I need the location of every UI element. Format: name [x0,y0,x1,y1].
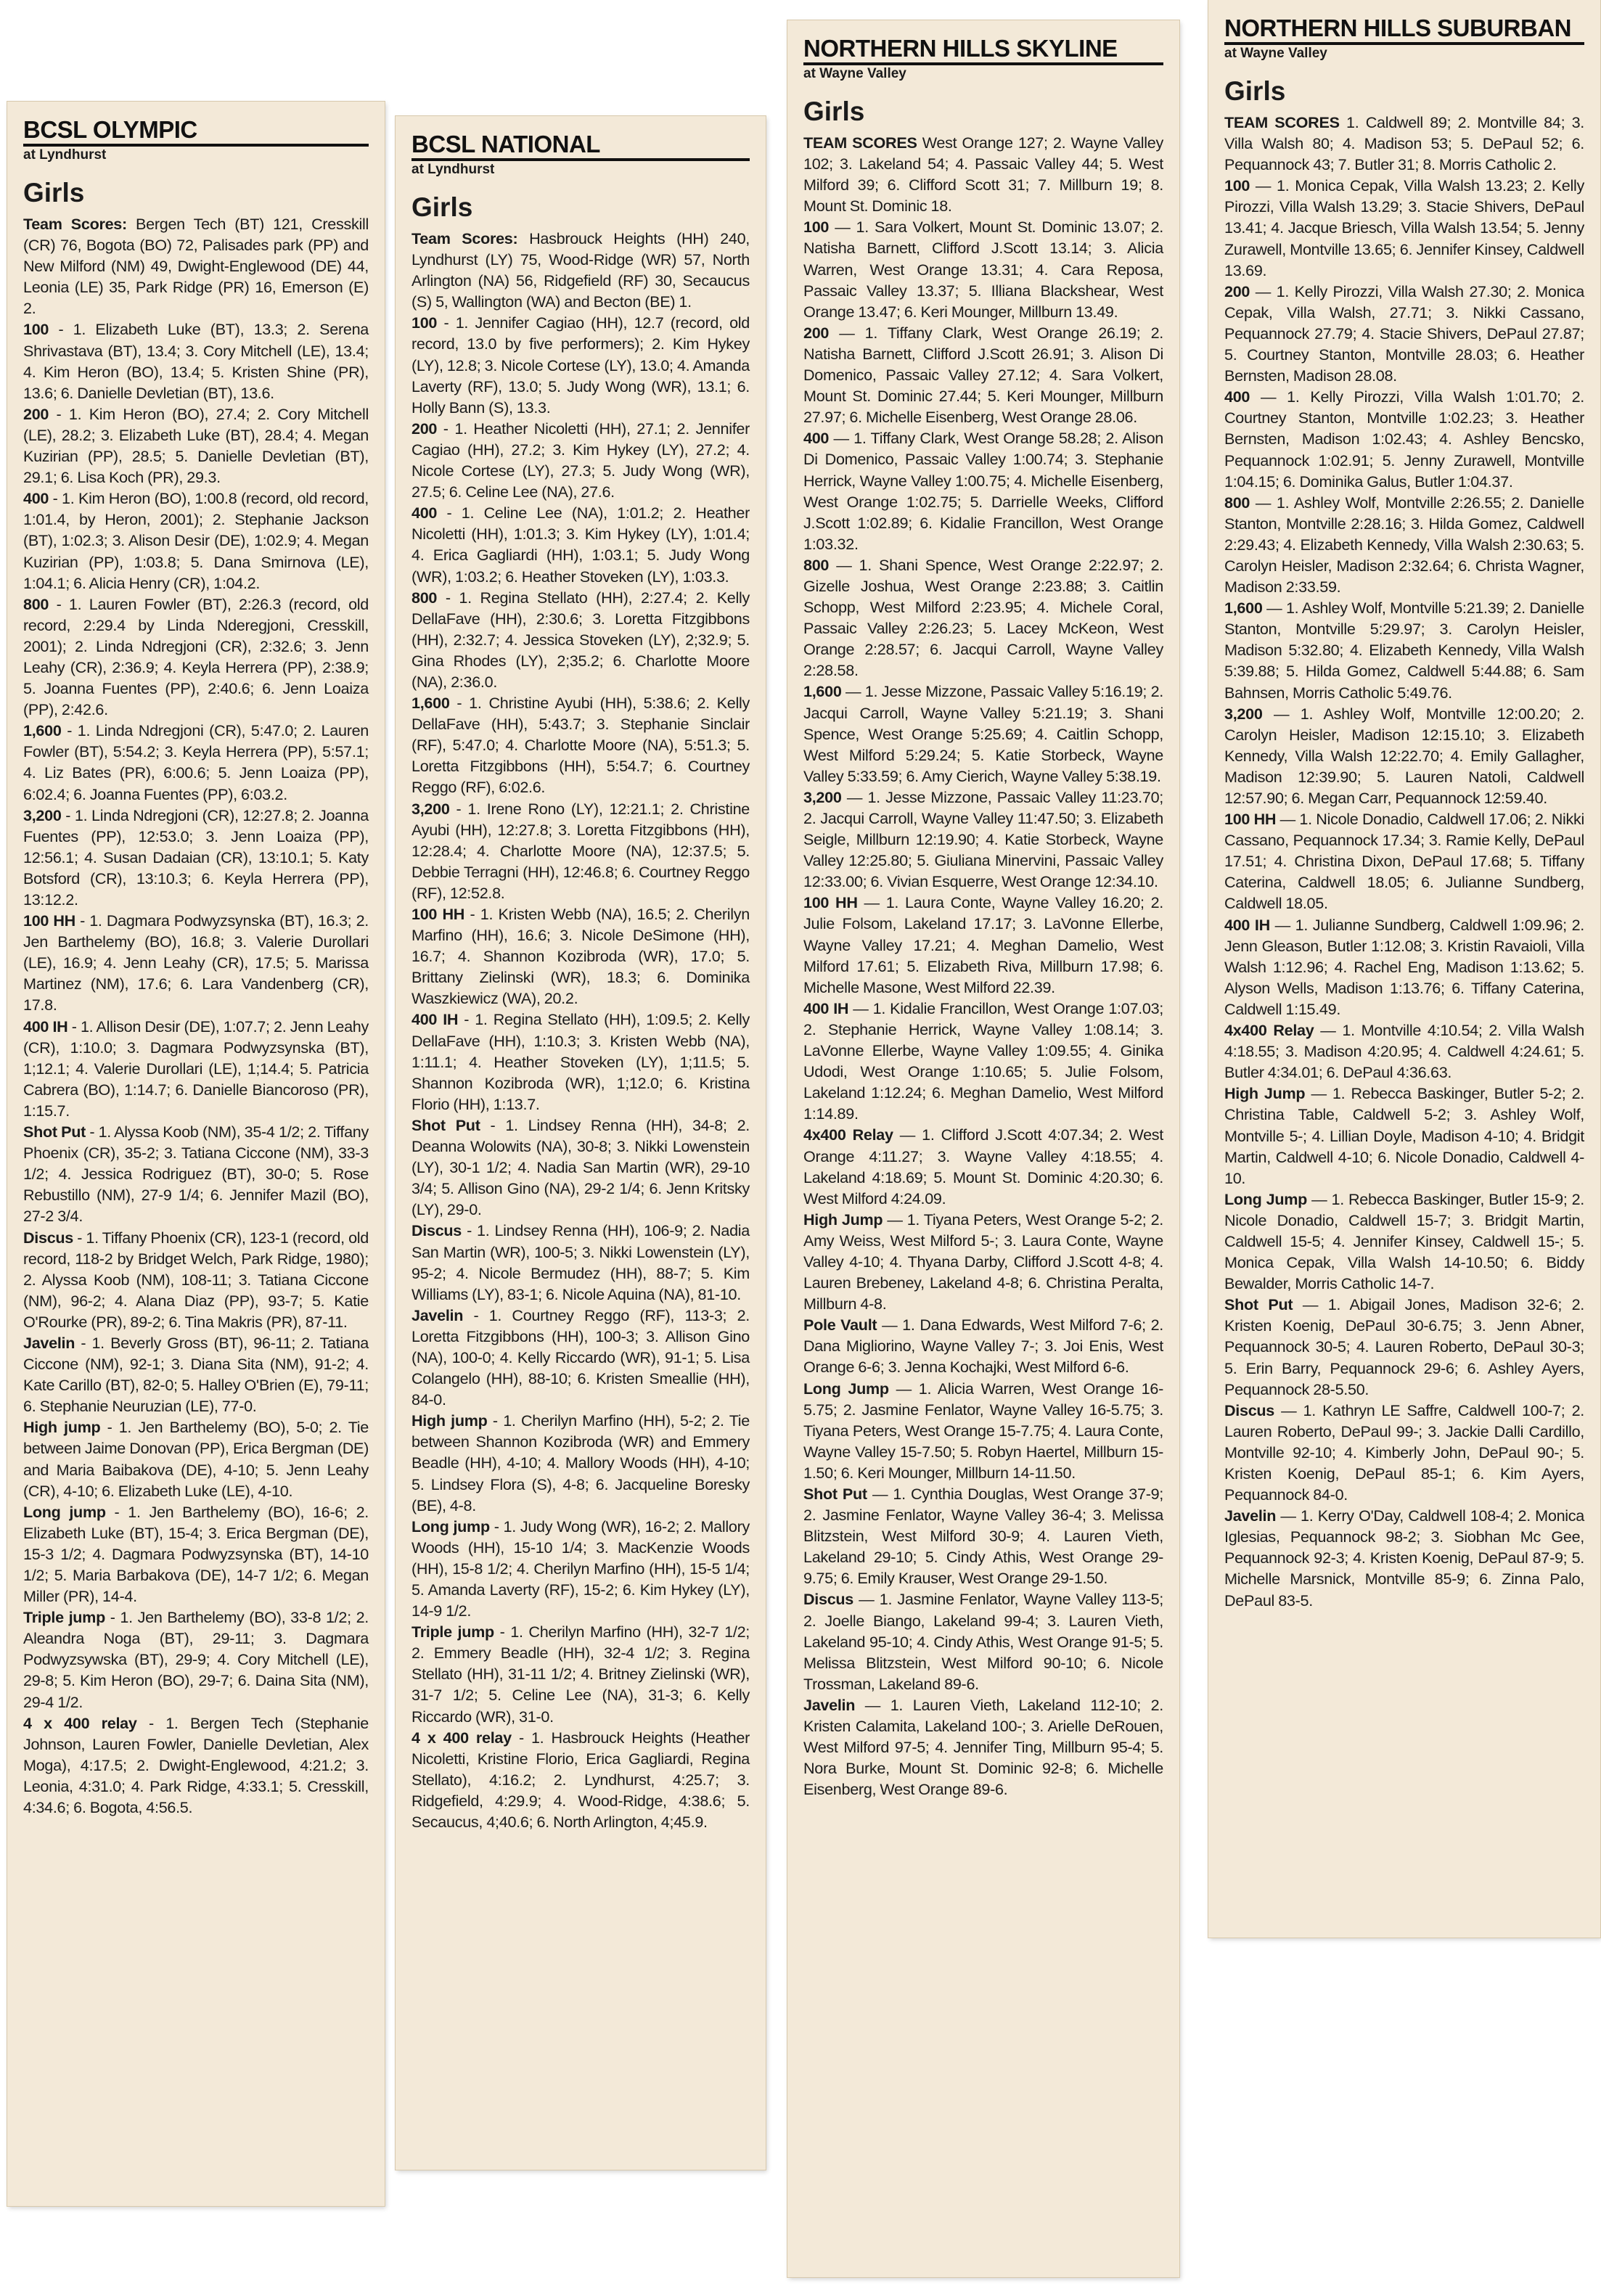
event-result [803,787,1163,892]
event-result [23,1416,369,1501]
event-label: 400 [23,489,49,508]
event-label: 100 HH [803,893,858,912]
results-body [23,213,369,1818]
event-result [23,213,369,319]
event-label: Long jump [23,1502,106,1521]
event-label: 400 IH [803,999,849,1017]
event-result [23,594,369,721]
event-result [1224,492,1584,597]
event-result [411,1410,750,1515]
event-results-text: — 1. Dana Edwards, West Milford 7-6; 2. Dana Migliorino, Wayne Valley 7-; 3. Joi Enis, West Orange 6-6; 3. Jenna Kochajki, West Milford 6-6. [803,1316,1164,1377]
meet-header: NORTHERN HILLS SUBURBAN [1224,16,1584,45]
event-result [411,228,750,312]
event-label: Team Scores: [411,229,518,247]
clipping-northern-hills-suburban [1208,0,1600,1938]
event-result [803,1588,1163,1694]
clipping-northern-hills-skyline [787,20,1179,2277]
event-results-text: — 1. Alicia Warren, West Orange 16-5.75; 2. Jasmine Fenlator, Wayne Valley 16-5.75; 3. Tiyana Peters, West Orange 15-7.75; 4. Laura Conte, Wayne Valley 15-7.50; 5. Robyn Haertel, Millburn 15-1.50; 6. Keri Mounger, Millburn 14-11.50. [803,1379,1163,1482]
event-result [1224,175,1584,280]
results-body [411,228,750,1832]
event-label: 800 [803,555,830,574]
event-result [411,502,750,586]
event-results-text: - 1. Jen Barthelemy (BO), 5-0; 2. Tie between Jaime Donovan (PP), Erica Bergman (DE) and Maria Baibakova (DE), 4-10; 5. Jenn Leahy (CR), 4-10; 6. Elizabeth Luke (LE), 4-10. [23,1418,369,1500]
meet-location: at Wayne Valley [1224,46,1327,61]
event-label: High Jump [1224,1084,1306,1103]
event-results-text: — 1. Ashley Wolf, Montville 2:26.55; 2. Danielle Stanton, Montville 2:28.16; 3. Hilda Gomez, Caldwell 2:29.43; 4. Elizabeth Kennedy, Villa Walsh 2:30.63; 5. Carolyn Heisler, Madison 2:32.64; 6. Christa Wagner, Madison 2:33.59. [1224,493,1584,596]
event-results-text: — 1. Ashley Wolf, Montville 5:21.39; 2. Danielle Stanton, Montville 5:29.97; 3. Carolyn Heisler, Madison 5:32.80; 4. Elizabeth Kennedy, Villa Walsh 5:39.88; 5. Hilda Gomez, Caldwell 5:44.88; 6. Sam Bahnsen, Morris Catholic 5:49.76. [1224,599,1584,702]
event-results-text: — 1. Shani Spence, West Orange 2:22.97; 2. Gizelle Joshua, West Orange 2:23.88; 3. Caitlin Schopp, West Milford 2:23.95; 4. Michele Coral, Passaic Valley 2:26.23; 5. Lacey McKeon, West Orange 2:28.57; 6. Jacqui Carroll, Wayne Valley 2:28.58. [803,555,1163,680]
meet-header: BCSL OLYMPIC [23,118,369,147]
event-label: 100 [1224,176,1250,195]
event-results-text: - 1. Lindsey Renna (HH), 34-8; 2. Deanna Wolowits (NA), 30-8; 3. Nikki Lowenstein (LY), 30-1 1/2; 4. Nadia San Martin (WR), 29-10 3/4; 5. Allison Gino (NA), 29-2 1/4; 6. Jenn Kritsky (LY), 29-0. [411,1115,750,1219]
event-label: Long jump [411,1517,490,1536]
event-label: Pole Vault [803,1316,877,1334]
event-result [803,1378,1163,1483]
event-label: 100 [23,320,49,339]
event-label: 3,200 [803,787,842,806]
event-label: Discus [23,1228,74,1247]
event-label: Long Jump [1224,1189,1308,1208]
event-results-text: - 1. Celine Lee (NA), 1:01.2; 2. Heather Nicoletti (HH), 1:01.3; 3. Kim Hykey (LY), 1:01.4; 4. Erica Gagliardi (HH), 1:03.1; 5. Judy Wong (WR), 1:03.2; 6. Heather Stoveken (LY), 1:03.3. [411,504,750,586]
event-label: Shot Put [803,1485,867,1503]
event-label: 400 [803,429,830,448]
event-result [23,805,369,910]
event-result [1224,808,1584,914]
event-result [411,692,750,798]
event-results-text: - 1. Hasbrouck Heights (Heather Nicoletti, Kristine Florio, Erica Gagliardi, Regina Stellato), 4:16.2; 2. Lyndhurst, 4:25.7; 3. Ridgefield, 4:29.9; 4. Wood-Ridge, 4:38.6; 5. Secaucus, 4;40.6; 6. North Arlington, 4;45.9. [411,1728,750,1832]
event-results-text: — 1. Julianne Sundberg, Caldwell 1:09.96; 2. Jenn Gleason, Butler 1:12.08; 3. Kristin Ravaioli, Villa Walsh 1:12.96; 4. Rachel Eng, Madison 1:13.62; 5. Alyson Wells, Madison 1:13.76; 6. Tiffany Caterina, Caldwell 1:15.49. [1224,915,1584,1018]
event-results-text: West Orange 127; 2. Wayne Valley 102; 3. Lakeland 54; 4. Passaic Valley 44; 5. West Milford 39; 6. Clifford Scott 31; 7. Millburn 19; 8. Mount St. Dominic 18. [803,134,1163,216]
event-result [411,1009,750,1114]
event-label: 400 IH [1224,915,1270,934]
event-result [23,1713,369,1818]
event-results-text: - 1. Jen Barthelemy (BO), 33-8 1/2; 2. Aleandra Noga (BT), 29-11; 3. Dagmara Podwyzsywska (BT), 29-9; 4. Cory Mitchell (LE), 29-8; 5. Kim Heron (BO), 29-7; 6. Daina Sita (NM), 29-4 1/2. [23,1608,369,1711]
event-label: Shot Put [411,1115,480,1134]
event-result [23,488,369,593]
event-label: 4 x 400 relay [411,1728,512,1747]
event-results-text: - 1. Beverly Gross (BT), 96-11; 2. Tatiana Ciccone (NM), 92-1; 3. Diana Sita (NM), 91-2; 4. Kate Carillo (BT), 82-0; 5. Halley O'Brien (E), 79-11; 6. Stephanie Neuruzian (LE), 77-0. [23,1333,369,1416]
event-results-text: - 1. Kim Heron (BO), 27.4; 2. Cory Mitchell (LE), 28.2; 3. Elizabeth Luke (BT), 28.4; 4. Megan Kuzirian (PP), 28.5; 5. Danielle Devletian (BT), 29.1; 6. Lisa Koch (PR), 29.3. [23,404,369,487]
event-results-text: — 1. Jasmine Fenlator, Wayne Valley 113-5; 2. Joelle Biango, Lakeland 99-4; 3. Lauren Vieth, Lakeland 95-10; 4. Cindy Athis, West Orange 91-5; 5. Melissa Blitzstein, West Milford 90-10; 6. Nicole Trossman, Lakeland 89-6. [803,1590,1163,1693]
event-result [1224,112,1584,175]
event-result [1224,386,1584,491]
event-label: Discus [411,1221,462,1240]
event-results-text: — 1. Jesse Mizzone, Passaic Valley 11:23.70; 2. Jacqui Carroll, Wayne Valley 11:47.50; 3. Elizabeth Seigle, Millburn 12:19.90; 4. Katie Storbeck, Wayne Valley 12:25.80; 5. Giuliana Minervini, Passaic Valley 12:33.00; 6. Vivian Esquerre, West Orange 12:34.10. [803,787,1163,891]
event-label: 100 [803,218,830,237]
section-heading: Girls [411,192,473,222]
event-results-text: — 1. Tiyana Peters, West Orange 5-2; 2. Amy Weiss, West Milford 5-; 3. Laura Conte, Wayne Valley 4-10; 4. Thyana Darby, Clifford J.Scott 4-8; 4. Lauren Brebeney, Lakeland 4-8; 6. Christina Peralta, Millburn 4-8. [803,1210,1163,1313]
event-results-text: — 1. Tiffany Clark, West Orange 26.19; 2. Natisha Barnett, Clifford J.Scott 26.91; 3. Alison Di Domenico, Passaic Valley 27.12; 4. Sara Volkert, Mount St. Dominic 27.44; 5. Keri Mounger, Millburn 27.97; 6. Michelle Eisenberg, West Orange 28.06. [803,323,1163,427]
event-results-text: - 1. Kim Heron (BO), 1:00.8 (record, old record, 1:01.4, by Heron, 2001); 2. Stephanie Jackson (BT), 1:02.3; 3. Alison Desir (DE), 1:02.9; 4. Megan Kuzirian (PP), 1:03.8; 5. Dana Smirnova (LE), 1:04.1; 6. Alicia Henry (CR), 1:04.2. [23,489,369,592]
event-label: 100 HH [23,911,75,930]
event-result [803,1209,1163,1314]
event-results-text: — 1. Sara Volkert, Mount St. Dominic 13.07; 2. Natisha Barnett, Clifford J.Scott 13.14; 3. Alicia Warren, West Orange 13.31; 4. Cara Reposa, Passaic Valley 13.37; 5. Illiana Blackshear, West Orange 13.47; 6. Keri Mounger, Millburn 13.49. [803,218,1163,321]
event-results-text: — 1. Kathryn LE Saffre, Caldwell 100-7; 2. Lauren Roberto, DePaul 99-; 3. Jackie Dalli Cardillo, Montville 92-10; 4. Kimberly John, DePaul 90-; 5. Kristen Koenig, DePaul 85-1; 6. Kim Ayers, Pequannock 84-0. [1224,1401,1584,1504]
event-label: 800 [23,594,49,613]
event-label: Javelin [803,1695,856,1714]
event-results-text: - 1. Christine Ayubi (HH), 5:38.6; 2. Kelly DellaFave (HH), 5:43.7; 3. Stephanie Sinclair (RF), 5:47.0; 4. Charlotte Moore (NA), 5:51.3; 5. Loretta Fitzgibbons (HH), 5:54.7; 6. Courtney Reggo (RF), 6:02.6. [411,694,750,797]
event-label: 200 [1224,282,1250,300]
event-results-text: - 1. Irene Rono (LY), 12:21.1; 2. Christine Ayubi (HH), 12:27.8; 3. Loretta Fitzgibbons (HH), 12:28.4; 4. Charlotte Moore (NA), 12:37.5; 5. Debbie Terragni (HH), 12:46.8; 6. Courtney Reggo (RF), 12:52.8. [411,799,750,902]
event-result [1224,1294,1584,1399]
event-result [23,1016,369,1121]
event-result [803,892,1163,997]
event-label: 200 [23,404,49,423]
event-results-text: — 1. Monica Cepak, Villa Walsh 13.23; 2. Kelly Pirozzi, Villa Walsh 13.29; 3. Stacie Shivers, DePaul 13.41; 4. Jacque Briesch, Villa Walsh 13.54; 5. Jenny Zurawell, Montville 13.65; 6. Jennifer Kinsey, Caldwell 13.69. [1224,176,1584,279]
event-results-text: - 1. Regina Stellato (HH), 1:09.5; 2. Kelly DellaFave (HH), 1:10.3; 3. Kristen Webb (NA), 1:11.1; 4. Heather Stoveken (LY), 1;11.5; 5. Shannon Kozibroda (WR), 1;12.0; 6. Kristina Florio (HH), 1:13.7. [411,1010,750,1113]
event-results-text: - 1. Cherilyn Marfino (HH), 32-7 1/2; 2. Emmery Beadle (HH), 32-4 1/2; 3. Regina Stellato (HH), 31-11 1/2; 4. Britney Zielinski (WR), 31-7 1/2; 5. Celine Lee (NA), 31-3; 6. Kelly Riccardo (WR), 31-0. [411,1623,750,1726]
event-results-text: - 1. Jennifer Cagiao (HH), 12.7 (record, old record, 13.0 by five performers); 2. Kim Hykey (LY), 12.8; 3. Nicole Cortese (LY), 13.0; 4. Amanda Laverty (RF), 13.0; 5. Judy Wong (WR), 13.1; 6. Holly Bann (S), 13.3. [411,313,750,417]
event-label: 100 HH [411,905,465,923]
event-results-text: — 1. Ashley Wolf, Montville 12:00.20; 2. Carolyn Heisler, Madison 12:15.10; 3. Elizabeth Kennedy, Villa Walsh 12:22.70; 4. Emily Gallagher, Madison 12:39.90; 5. Lauren Natoli, Caldwell 12:57.90; 6. Megan Carr, Pequannock 12:59.40. [1224,704,1584,807]
event-result [23,1227,369,1332]
event-results-text: — 1. Kelly Pirozzi, Villa Walsh 27.30; 2. Monica Cepak, Villa Walsh, 27.71; 3. Nikki Cassano, Pequannock 27.79; 4. Stacie Shivers, DePaul 27.87; 5. Courtney Stanton, Montville 28.03; 6. Heather Bernsten, Madison 28.08. [1224,282,1584,385]
event-label: Discus [1224,1401,1275,1419]
event-result [23,319,369,403]
event-label: 3,200 [1224,704,1263,723]
event-results-text: - 1. Regina Stellato (HH), 2:27.4; 2. Kelly DellaFave (HH), 2:30.6; 3. Loretta Fitzgibbons (HH), 2:32.7; 4. Jessica Stoveken (LY), 2;32.9; 5. Gina Rhodes (LY), 2;35.2; 6. Charlotte Moore (NA), 2:36.0. [411,588,750,691]
event-results-text: — 1. Lauren Vieth, Lakeland 112-10; 2. Kristen Calamita, Lakeland 100-; 3. Arielle DeRouen, West Milford 97-5; 4. Jennifer Ting, Millburn 95-4; 5. Nora Burke, Mount St. Dominic 92-8; 6. Michelle Eisenberg, West Orange 89-6. [803,1695,1163,1799]
event-results-text: - 1. Cherilyn Marfino (HH), 5-2; 2. Tie between Shannon Kozibroda (WR) and Emmery Beadle (HH), 4-10; 4. Mallory Woods (HH), 4-10; 5. Lindsey Flora (S), 4-8; 6. Jacqueline Boresky (BE), 4-8. [411,1411,750,1514]
event-result [411,1516,750,1621]
event-result [1224,281,1584,386]
event-result [1224,914,1584,1020]
event-label: 1,600 [1224,599,1263,618]
event-result [1224,703,1584,808]
event-results-text: - 1. Linda Ndregjoni (CR), 12:27.8; 2. Joanna Fuentes (PP), 12:53.0; 3. Jenn Loaiza (PP), 12:56.1; 4. Susan Dadaian (CR), 13:10.1; 5. Katy Botsford (CR), 13:10.3; 6. Keyla Herrera (PP), 13:12.2. [23,805,369,909]
event-label: High jump [23,1418,101,1437]
event-results-text: - 1. Dagmara Podwyzsynska (BT), 16.3; 2. Jen Barthelemy (BO), 16.8; 3. Valerie Durollari (LE), 16.9; 4. Jenn Leahy (CR), 17.5; 5. Marissa Martinez (NM), 17.6; 6. Lara Vandenberg (CR), 17.8. [23,911,369,1014]
event-label: 800 [411,588,438,607]
event-label: Shot Put [1224,1295,1293,1314]
event-result [803,427,1163,554]
meet-location: at Lyndhurst [23,147,107,163]
event-results-text: - 1. Lindsey Renna (HH), 106-9; 2. Nadia San Martin (WR), 100-5; 3. Nikki Lowenstein (LY), 95-2; 4. Nicole Bermudez (HH), 88-7; 5. Kim Williams (LY), 83-1; 6. Nicole Aquina (NA), 81-10. [411,1221,750,1303]
event-results-text: — 1. Nicole Donadio, Caldwell 17.06; 2. Nikki Cassano, Pequannock 17.34; 3. Ramie Kelly, DePaul 17.51; 4. Christina Dixon, DePaul 17.68; 5. Tiffany Caterina, Caldwell 18.05; 6. Julianne Sundberg, Caldwell 18.05. [1224,810,1584,913]
event-results-text: — 1. Montville 4:10.54; 2. Villa Walsh 4:18.55; 3. Madison 4:20.95; 4. Caldwell 4:24.61; 5. Butler 4:34.01; 6. DePaul 4:36.63. [1224,1021,1585,1082]
event-result [23,720,369,804]
event-results-text: — 1. Kerry O'Day, Caldwell 108-4; 2. Monica Iglesias, Pequannock 98-2; 3. Siobhan Mc Gee, Pequannock 92-3; 4. Kristen Koenig, DePaul 87-9; 5. Michelle Marsnick, Montville 85-9; 6. Zinna Palo, DePaul 83-5. [1224,1506,1584,1610]
event-label: High Jump [803,1210,883,1229]
meet-header: NORTHERN HILLS SKYLINE [803,36,1163,65]
event-result [411,587,750,692]
section-heading: Girls [23,178,85,208]
event-label: Shot Put [23,1123,86,1141]
event-label: 100 [411,313,438,332]
event-result [411,1220,750,1304]
event-label: 100 HH [1224,810,1277,829]
event-result [803,998,1163,1125]
event-results-text: 1. Caldwell 89; 2. Montville 84; 3. Villa Walsh 80; 4. Madison 53; 5. DePaul 52; 6. Pequannock 43; 7. Butler 31; 8. Morris Catholic 2. [1224,113,1584,174]
event-label: Triple jump [411,1623,494,1641]
event-results-text: Bergen Tech (BT) 121, Cresskill (CR) 76, Bogota (BO) 72, Palisades park (PP) and New Milford (NM) 49, Dwight-Englewood (DE) 44, Leonia (LE) 35, Park Ridge (PR) 16, Emerson (E) 2. [23,215,369,318]
event-label: Long Jump [803,1379,889,1398]
event-result [803,554,1163,681]
event-result [411,312,750,417]
event-result [411,1115,750,1220]
event-label: Discus [803,1590,854,1609]
event-result [803,322,1163,427]
meet-location: at Lyndhurst [411,162,495,177]
event-label: Javelin [1224,1506,1277,1525]
event-results-text: - 1. Alyssa Koob (NM), 35-4 1/2; 2. Tiffany Phoenix (CR), 35-2; 3. Tatiana Ciccone (NM), 33-3 1/2; 4. Jessica Rodriguez (BT), 30-0; 5. Rose Rebustillo (NM), 27-9 1/4; 6. Jennifer Mazil (BO), 27-2 3/4. [23,1123,369,1226]
event-result [411,418,750,502]
event-results-text: — 1. Rebecca Baskinger, Butler 15-9; 2. Nicole Donadio, Caldwell 15-7; 3. Bridgit Martin, Caldwell 15-5; 4. Jennifer Kinsey, Caldwell 15-; 5. Monica Cepak, Villa Walsh 14-10.50; 6. Biddy Bewalder, Morris Catholic 14-7. [1224,1189,1585,1293]
event-results-text: — 1. Jesse Mizzone, Passaic Valley 5:16.19; 2. Jacqui Carroll, Wayne Valley 5:21.19; 3. Shani Spence, West Orange 5:25.69; 4. Caitlin Schopp, West Milford 5:29.24; 5. Katie Storbeck, Wayne Valley 5:33.59; 6. Amy Cierich, Wayne Valley 5:38.19. [803,682,1163,785]
event-label: Javelin [23,1333,75,1352]
event-label: 200 [803,323,830,342]
section-heading: Girls [1224,76,1286,106]
event-results-text: — 1. Kidalie Francillon, West Orange 1:07.03; 2. Stephanie Herrick, Wayne Valley 1:08.14; 3. LaVonne Ellerbe, Wayne Valley 1:09.55; 4. Ginika Udodi, West Orange 1:10.65; 5. Julie Folsom, Lakeland 1:12.24; 6. Meghan Damelio, West Milford 1:14.89. [803,999,1163,1123]
event-results-text: — 1. Cynthia Douglas, West Orange 37-9; 2. Jasmine Fenlator, Wayne Valley 36-4; 3. Melissa Blitzstein, West Milford 30-9; 4. Lauren Vieth, Lakeland 29-10; 5. Cindy Athis, West Orange 29-9.75; 6. Emily Krauser, West Orange 29-1.50. [803,1485,1163,1588]
event-result [803,1124,1163,1208]
event-label: 4 x 400 relay [23,1713,137,1732]
event-results-text: — 1. Clifford J.Scott 4:07.34; 2. West Orange 4:11.27; 3. Wayne Valley 4:18.55; 4. Lakeland 4:18.69; 5. Mount St. Dominic 4:20.30; 6. West Milford 4:24.09. [803,1126,1163,1208]
event-label: 1,600 [803,682,842,701]
event-label: 4x400 Relay [803,1126,893,1144]
event-results-text: - 1. Allison Desir (DE), 1:07.7; 2. Jenn Leahy (CR), 1:10.0; 3. Dagmara Podwyzsynska (BT), 1;12.1; 4. Valerie Durollari (LE), 1;14.4; 5. Patricia Cabrera (BO), 1:14.7; 6. Danielle Biancoroso (PR), 1:15.7. [23,1017,369,1120]
event-result [411,903,750,1009]
event-label: 3,200 [411,799,450,818]
event-label: Team Scores: [23,215,127,233]
event-result [803,132,1163,216]
clipping-bcsl-olympic [7,102,385,2206]
event-results-text: — 1. Laura Conte, Wayne Valley 16.20; 2. Julie Folsom, Lakeland 17.17; 3. LaVonne Ellerbe, Wayne Valley 17.21; 4. Meghan Damelio, West Milford 17.61; 5. Elizabeth Riva, Millburn 17.98; 6. Michelle Masone, West Milford 22.39. [803,893,1164,996]
event-label: 4x400 Relay [1224,1021,1314,1040]
event-result [1224,1400,1584,1505]
results-body [1224,112,1584,1611]
event-label: 1,600 [411,694,450,713]
event-results-text: - 1. Bergen Tech (Stephanie Johnson, Lauren Fowler, Danielle Devletian, Alex Moga), 4:17.5; 2. Dwight-Englewood, 4:21.2; 3. Leonia, 4:31.0; 4. Park Ridge, 4:33.1; 5. Cresskill, 4:34.6; 6. Bogota, 4:56.5. [23,1713,369,1817]
event-results-text: - 1. Tiffany Phoenix (CR), 123-1 (record, old record, 118-2 by Bridget Welch, Park Ridge, 1980); 2. Alyssa Koob (NM), 108-11; 3. Tatiana Ciccone (NM), 96-2; 4. Alana Diaz (PP), 93-7; 5. Katie O'Rourke (PR), 89-2; 6. Tina Makris (PR), 87-11. [23,1228,369,1331]
event-result [1224,1189,1584,1294]
event-result [23,1121,369,1226]
event-results-text: - 1. Kristen Webb (NA), 16.5; 2. Cherilyn Marfino (HH), 16.6; 3. Nicole DeSimone (HH), 16.7; 4. Shannon Kozibroda (WR), 17.0; 5. Brittany Zielinski (WR), 18.3; 6. Dominika Waszkiewicz (WA), 20.2. [411,905,750,1008]
event-result [23,1607,369,1712]
event-results-text: - 1. Judy Wong (WR), 16-2; 2. Mallory Woods (HH), 15-10 1/4; 3. MacKenzie Woods (HH), 15-8 1/2; 4. Cherilyn Marfino (HH), 15-5 1/4; 5. Amanda Laverty (RF), 15-2; 6. Kim Hykey (LY), 14-9 1/2. [411,1517,750,1620]
clipping-bcsl-national [396,116,766,2170]
results-body [803,132,1163,1800]
meet-location: at Wayne Valley [803,66,906,81]
event-results-text: - 1. Lauren Fowler (BT), 2:26.3 (record, old record, 2:29.4 by Linda Nderegjoni, Cresskill, 2001); 2. Linda Ndregjoni (CR), 2:32.6; 3. Jenn Leahy (CR), 2:36.9; 4. Keyla Herrera (PP), 2:38.9; 5. Joanna Fuentes (PP), 2:40.6; 6. Jenn Loaiza (PP), 2:42.6. [23,594,369,719]
event-label: High jump [411,1411,488,1430]
event-results-text: Hasbrouck Heights (HH) 240, Lyndhurst (LY) 75, Wood-Ridge (WR) 57, North Arlington (NA) 56, Ridgefield (RF) 30, Secaucus (S) 5, Wallington (WA) and Becton (BE) 1. [411,229,750,311]
event-label: Triple jump [23,1608,105,1627]
event-label: 3,200 [23,805,62,824]
meet-header: BCSL NATIONAL [411,132,750,161]
event-result [411,1621,750,1726]
event-results-text: — 1. Abigail Jones, Madison 32-6; 2. Kristen Koenig, DePaul 30-6.75; 3. Jenn Abner, Pequannock 30-5; 4. Lauren Roberto, DePaul 30-3; 5. Erin Barry, Pequannock 29-6; 6. Ashley Ayers, Pequannock 28-5.50. [1224,1295,1585,1398]
event-results-text: - 1. Heather Nicoletti (HH), 27.1; 2. Jennifer Cagiao (HH), 27.2; 3. Kim Hykey (LY), 27.2; 4. Nicole Cortese (LY), 27.3; 5. Judy Wong (WR), 27.5; 6. Celine Lee (NA), 27.6. [411,419,750,501]
event-results-text: — 1. Kelly Pirozzi, Villa Walsh 1:01.70; 2. Courtney Stanton, Montville 1:02.23; 3. Heather Bernsten, Madison 1:02.43; 4. Ashley Bencsko, Pequannock 1:02.91; 5. Jenny Zurawell, Montville 1:04.15; 6. Dominika Galus, Butler 1:04.37. [1224,388,1584,491]
event-results-text: - 1. Elizabeth Luke (BT), 13.3; 2. Serena Shrivastava (BT), 13.4; 3. Cory Mitchell (LE), 13.4; 4. Kim Heron (BO), 13.4; 5. Kristen Shine (PR), 13.6; 6. Danielle Devletian (BT), 13.6. [23,320,369,402]
event-label: TEAM SCORES [1224,113,1340,131]
event-result [1224,597,1584,702]
event-result [803,1314,1163,1377]
event-result [1224,1020,1584,1083]
event-label: 1,600 [23,721,62,740]
event-result [411,1305,750,1410]
event-label: 800 [1224,493,1250,512]
event-result [23,1501,369,1607]
event-result [23,1332,369,1416]
event-label: 400 [411,504,438,522]
event-result [803,216,1163,321]
event-label: 400 [1224,388,1250,406]
event-results-text: - 1. Linda Ndregjoni (CR), 5:47.0; 2. Lauren Fowler (BT), 5:54.2; 3. Keyla Herrera (PP), 5:57.1; 4. Liz Bates (PR), 6:00.6; 5. Jenn Loaiza (PP), 6:02.4; 6. Joanna Fuentes (PP), 6:03.2. [23,721,369,803]
event-result [803,1483,1163,1588]
event-results-text: — 1. Rebecca Baskinger, Butler 5-2; 2. Christina Table, Caldwell 5-2; 3. Ashley Wolf, Montville 5-; 4. Lillian Doyle, Madison 4-10; 4. Bridgit Martin, Caldwell 4-10; 6. Nicole Donadio, Caldwell 4-10. [1224,1084,1584,1187]
event-label: TEAM SCORES [803,134,917,152]
event-results-text: — 1. Tiffany Clark, West Orange 58.28; 2. Alison Di Domenico, Passaic Valley 1:00.74; 3. Stephanie Herrick, Wayne Valley 1:00.75; 4. Michelle Eisenberg, West Orange 1:02.75; 5. Darrielle Weeks, Clifford J.Scott 1:02.89; 6. Kidalie Francillon, West Orange 1:03.32. [803,429,1163,553]
event-label: 400 IH [23,1017,68,1036]
event-results-text: - 1. Jen Barthelemy (BO), 16-6; 2. Elizabeth Luke (BT), 15-4; 3. Erica Bergman (DE), 15-3 1/2; 4. Dagmara Podwyzsynska (BT), 14-10 1/2; 5. Maria Barbakova (DE), 14-7 1/2; 6. Megan Miller (PR), 14-4. [23,1502,369,1606]
event-result [411,1727,750,1832]
event-result [23,910,369,1015]
event-label: 200 [411,419,438,438]
event-result [411,798,750,903]
event-result [803,681,1163,786]
event-result [23,403,369,488]
event-result [1224,1083,1584,1188]
section-heading: Girls [803,97,865,126]
event-result [1224,1505,1584,1610]
event-label: 400 IH [411,1010,459,1029]
event-result [803,1694,1163,1800]
event-results-text: - 1. Courtney Reggo (RF), 113-3; 2. Loretta Fitzgibbons (HH), 100-3; 3. Allison Gino (NA), 100-0; 4. Kelly Riccardo (WR), 91-1; 5. Lisa Colangelo (HH), 88-10; 6. Kristen Smeallie (HH), 84-0. [411,1305,750,1409]
event-label: Javelin [411,1305,464,1324]
